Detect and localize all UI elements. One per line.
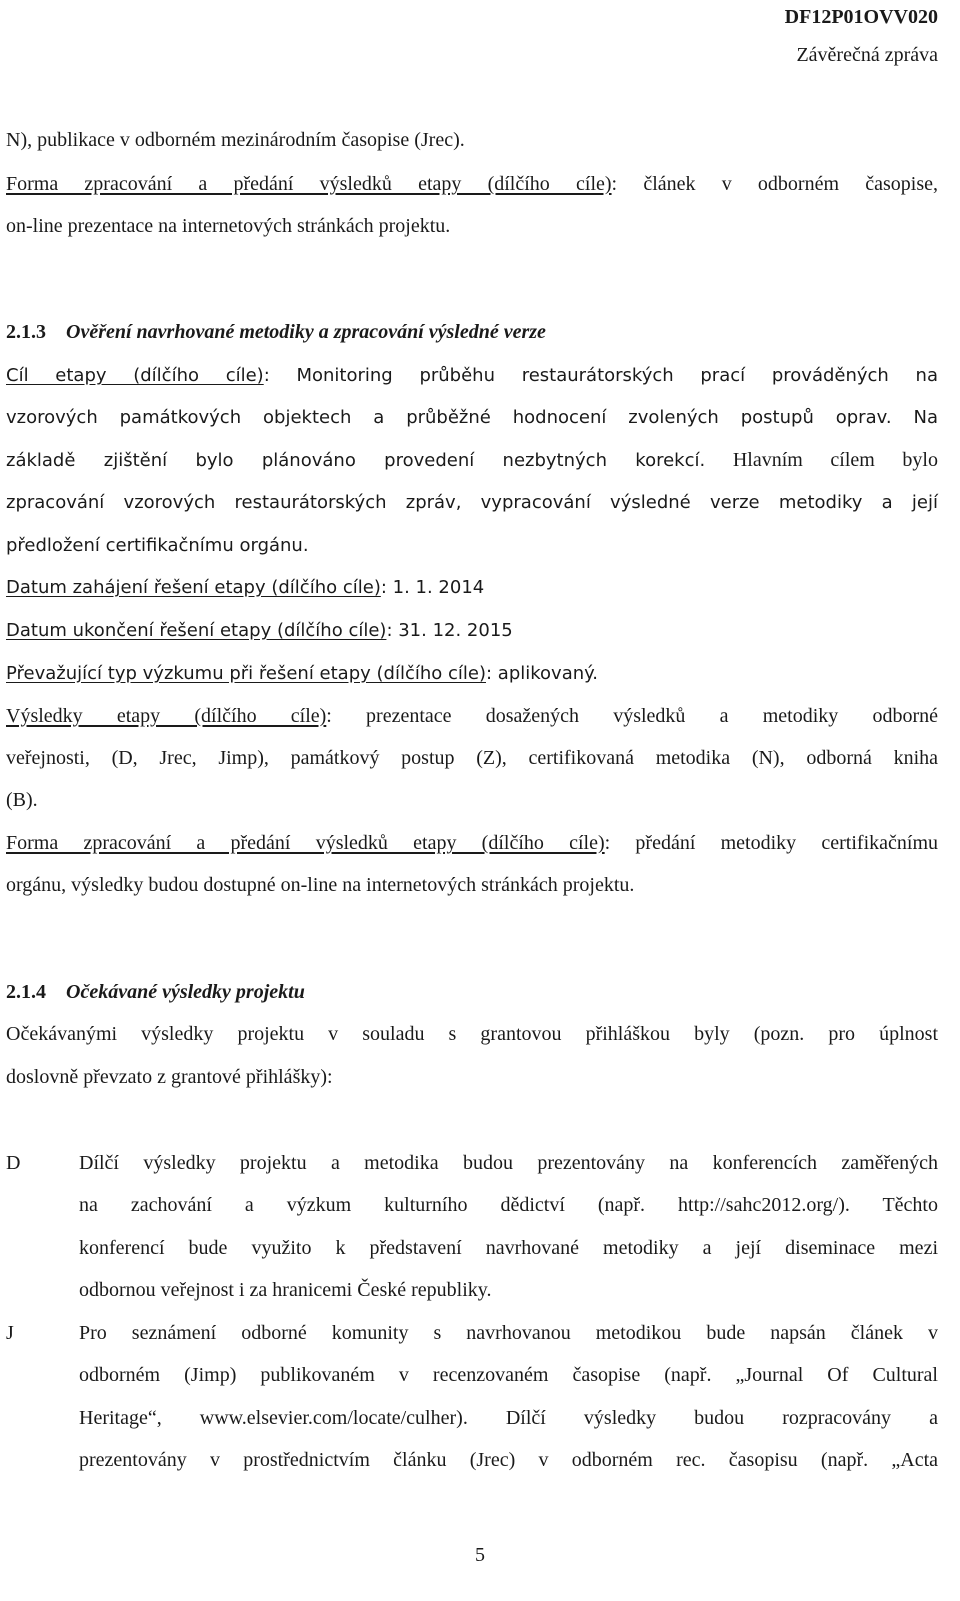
page-number: 5 bbox=[475, 1544, 485, 1566]
start-date-label: Datum zahájení řešení etapy (dílčího cíle) bbox=[6, 577, 381, 598]
goal-text: vzorových památkových objektech a průběžné hodnocení zvolených postupů oprav. bbox=[6, 407, 892, 428]
goal-line-2 bbox=[6, 404, 938, 432]
item-j-line: Heritage“, www.elsevier.com/locate/culher). Dílčí výsledky budou rozpracovány a bbox=[79, 1407, 938, 1429]
intro-line: N), publikace v odborném mezinárodním časopise (Jrec). bbox=[6, 129, 465, 151]
document-subtitle: Závěrečná zpráva bbox=[796, 44, 938, 66]
expected-intro-line-2: doslovně převzato z grantové přihlášky): bbox=[6, 1066, 333, 1088]
start-date-line bbox=[6, 574, 938, 602]
research-type-line bbox=[6, 660, 938, 688]
goal-text: základě zjištění bylo plánováno provedení nezbytných korekcí. bbox=[6, 450, 706, 471]
item-marker-j: J bbox=[6, 1322, 14, 1344]
research-type-label: Převažující typ výzkumu při řešení etapy (dílčího cíle) bbox=[6, 663, 486, 684]
end-date-line bbox=[6, 617, 938, 645]
item-j-line: Pro seznámení odborné komunity s navrhovanou metodikou bude napsán článek v bbox=[79, 1322, 938, 1344]
intro-form-line-2: on-line prezentace na internetových stránkách projektu. bbox=[6, 215, 451, 237]
section-number: 2.1.4 bbox=[6, 981, 46, 1003]
item-d-line: odbornou veřejnost i za hranicemi České republiky. bbox=[79, 1279, 492, 1301]
end-date-label: Datum ukončení řešení etapy (dílčího cíle) bbox=[6, 620, 387, 641]
goal-text: Hlavním cílem bylo bbox=[732, 449, 938, 471]
goal-text: Na bbox=[913, 407, 938, 428]
section-heading-214 bbox=[6, 978, 938, 1006]
goal-line-4: zpracování vzorových restaurátorských zpráv, vypracování výsledné verze metodiky a její bbox=[6, 492, 938, 513]
goal-line-5: předložení certifikačnímu orgánu. bbox=[6, 535, 309, 556]
expected-intro-line-1: Očekávanými výsledky projektu v souladu s grantovou přihláškou byly (pozn. pro úplnost bbox=[6, 1023, 938, 1045]
item-marker-d: D bbox=[6, 1152, 21, 1174]
results-line-1 bbox=[6, 702, 938, 730]
results-label: Výsledky etapy (dílčího cíle) bbox=[6, 705, 327, 727]
goal-line-3 bbox=[6, 446, 938, 475]
start-date-value: : 1. 1. 2014 bbox=[380, 577, 485, 598]
form-line-2: orgánu, výsledky budou dostupné on-line na internetových stránkách projektu. bbox=[6, 874, 635, 896]
item-j-line: prezentovány v prostřednictvím článku (Jrec) v odborném rec. časopisu (např. „Acta bbox=[79, 1449, 938, 1471]
form-text: : předání metodiky certifikačnímu bbox=[604, 832, 939, 854]
results-text: : prezentace dosažených výsledků a metodiky odborné bbox=[326, 705, 938, 727]
form-line-1 bbox=[6, 829, 938, 857]
intro-form-line bbox=[6, 170, 938, 198]
form-label: Forma zpracování a předání výsledků etapy (dílčího cíle) bbox=[6, 832, 605, 854]
results-line-3: (B). bbox=[6, 789, 38, 811]
form-text: : článek v odborném časopise, bbox=[611, 173, 938, 195]
item-j-line: odborném (Jimp) publikovaném v recenzovaném časopise (např. „Journal Of Cultural bbox=[79, 1364, 938, 1386]
goal-label: Cíl etapy (dílčího cíle) bbox=[6, 365, 264, 386]
section-title: Očekávané výsledky projektu bbox=[66, 981, 305, 1003]
section-number: 2.1.3 bbox=[6, 321, 46, 343]
form-label: Forma zpracování a předání výsledků etapy (dílčího cíle) bbox=[6, 173, 612, 195]
end-date-value: : 31. 12. 2015 bbox=[386, 620, 513, 641]
goal-text: : Monitoring průběhu restaurátorských prací prováděných na bbox=[263, 365, 938, 386]
item-d-line: konferencí bude využito k představení navrhované metodiky a její diseminace mezi bbox=[79, 1237, 938, 1259]
results-line-2: veřejnosti, (D, Jrec, Jimp), památkový postup (Z), certifikovaná metodika (N), odborná kniha bbox=[6, 747, 938, 769]
research-type-value: : aplikovaný. bbox=[486, 663, 598, 684]
goal-line-1 bbox=[6, 362, 938, 390]
section-heading-213 bbox=[6, 318, 938, 346]
section-title: Ověření navrhované metodiky a zpracování výsledné verze bbox=[66, 321, 546, 343]
document-code: DF12P01OVV020 bbox=[784, 6, 938, 28]
item-d-line: na zachování a výzkum kulturního dědictví (např. http://sahc2012.org/). Těchto bbox=[79, 1194, 938, 1216]
item-d-line: Dílčí výsledky projektu a metodika budou prezentovány na konferencích zaměřených bbox=[79, 1152, 938, 1174]
